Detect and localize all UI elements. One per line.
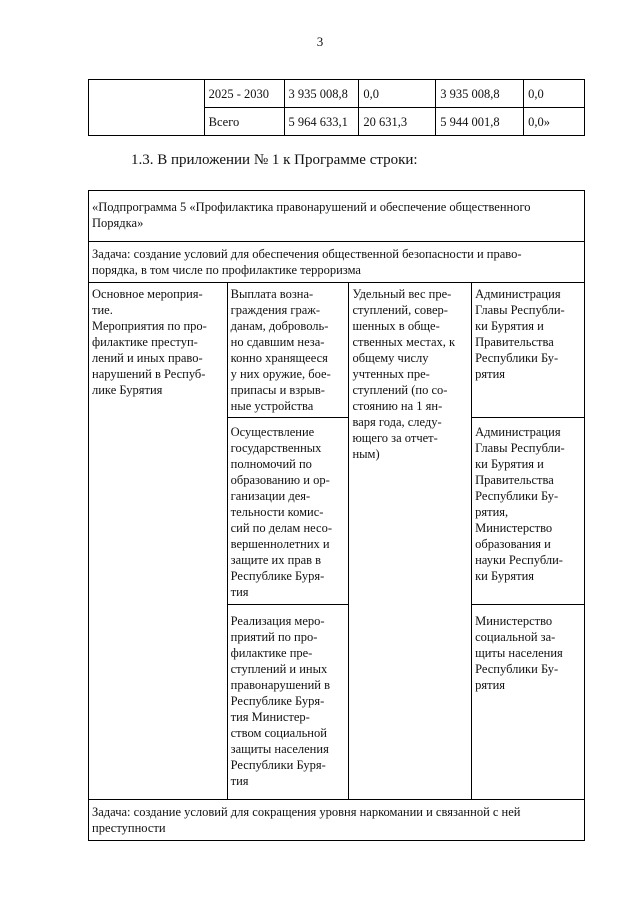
table-cell: 3 935 008,8 xyxy=(284,80,359,108)
activity-cell: Выплата возна- граждения граж- данам, доброволь- но сдавшим неза- конно хранящееся у них оружие, бое- припасы и взрыв- ные устройства xyxy=(227,283,349,418)
executor-cell: Администрация Главы Республи- ки Бурятия и Правительства Республики Бу- рятия, Министерство образования и науки Республи- ки Бурятия xyxy=(472,418,585,605)
table-cell: 2025 - 2030 xyxy=(204,80,284,108)
program-table xyxy=(88,190,585,841)
subprogram-title: «Подпрограмма 5 «Профилактика правонарушений и обеспечение общественного Порядка» xyxy=(89,191,585,242)
indicator-cell: Удельный вес пре- ступлений, совер- шенных в обще- ственных местах, к общему числу учтенных пре- ступлений (по со- стоянию на 1 ян- варя года, следу- ющего за отчет- ным) xyxy=(349,283,472,800)
table-row xyxy=(89,80,585,108)
table-cell: 3 935 008,8 xyxy=(436,80,524,108)
executor-cell: Министерство социальной за- щиты населения Республики Бу- рятия xyxy=(472,605,585,800)
activity-cell: Осуществление государственных полномочий по образованию и ор- ганизации дея- тельности комис- сий по делам несо- вершеннолетних и защите их прав в Республике Буря- тия xyxy=(227,418,349,605)
table-row xyxy=(89,283,585,418)
main-event-cell: Основное мероприя- тие. Мероприятия по про- филактике преступ- лений и иных право- нарушений в Респуб- лике Бурятия xyxy=(89,283,228,800)
section-heading: 1.3. В приложении № 1 к Программе строки: xyxy=(131,152,418,168)
table-cell: 0,0 xyxy=(359,80,436,108)
task-row: Задача: создание условий для обеспечения общественной безопасности и право- порядка, в том числе по профилактике терроризма xyxy=(89,242,585,283)
task-row: Задача: создание условий для сокращения уровня наркомании и связанной с ней преступности xyxy=(89,800,585,841)
activity-cell: Реализация меро- приятий по про- филактике пре- ступлений и иных правонарушений в Республике Буря- тия Министер- ством социальной защиты населения Республики Буря- тия xyxy=(227,605,349,800)
executor-cell: Администрация Главы Республи- ки Бурятия и Правительства Республики Бу- рятия xyxy=(472,283,585,418)
budget-table xyxy=(88,79,585,136)
table-cell: 20 631,3 xyxy=(359,108,436,136)
table-row xyxy=(89,800,585,841)
table-cell: 0,0 xyxy=(524,80,585,108)
table-cell: 5 964 633,1 xyxy=(284,108,359,136)
table-row xyxy=(89,191,585,242)
table-row xyxy=(89,242,585,283)
table-cell: Всего xyxy=(204,108,284,136)
page-number: 3 xyxy=(316,34,324,49)
table-cell: 5 944 001,8 xyxy=(436,108,524,136)
table-cell: 0,0» xyxy=(524,108,585,136)
empty-cell xyxy=(89,80,205,136)
